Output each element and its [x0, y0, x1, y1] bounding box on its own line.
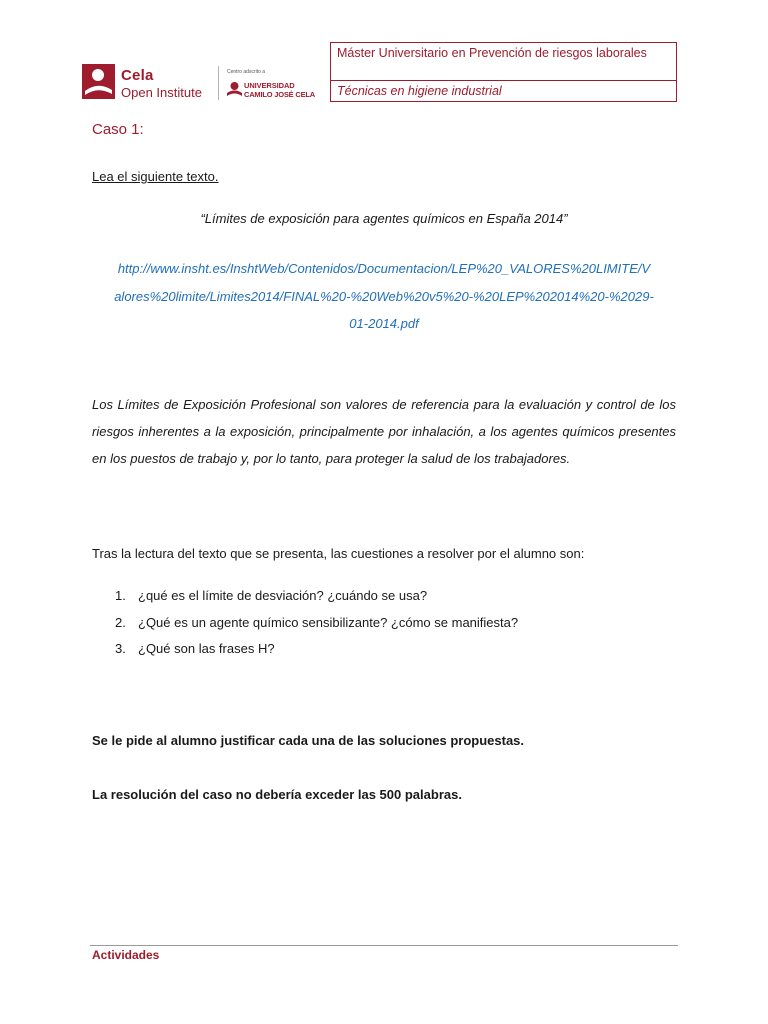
document-link-line[interactable]: http://www.insht.es/InshtWeb/Contenidos/Documentacion/LEP%20_VALORES%20LIMITE/V [117, 261, 651, 276]
questions-list [92, 588, 676, 668]
reading-instruction: Lea el siguiente texto. [92, 169, 219, 184]
logo-divider [218, 66, 219, 100]
document-link-line[interactable]: alores%20limite/Limites2014/FINAL%20-%20Web%20v5%20-%20LEP%202014%20-%2029- [114, 288, 654, 304]
ucjc-name-line2: CAMILO JOSÉ CELA [244, 90, 315, 99]
ucjc-emblem-icon [227, 81, 242, 97]
question-text: ¿Qué son las frases H? [138, 641, 275, 656]
cela-logo-icon [82, 64, 115, 99]
word-limit-note: La resolución del caso no debería exceder las 500 palabras. [92, 787, 462, 802]
question-number: 1. [115, 588, 126, 603]
question-item [92, 615, 676, 642]
intro-paragraph: Los Límites de Exposición Profesional son valores de referencia para la evaluación y control de los riesgos inherentes a la exposición, principalmente por inhalación, a los agentes químicos presentes en los puestos de trabajo y, por lo tanto, para proteger la salud de los trabajadores. [92, 397, 676, 466]
logo-subtitle: Open Institute [121, 85, 202, 100]
logo-name: Cela [121, 67, 154, 84]
justification-note: Se le pide al alumno justificar cada una de las soluciones propuestas. [92, 733, 525, 748]
footer-divider [90, 945, 678, 946]
question-number: 2. [115, 614, 126, 630]
document-link[interactable] [92, 255, 676, 338]
ucjc-name-line1: UNIVERSIDAD [244, 81, 295, 90]
course-header-box [330, 42, 677, 102]
ucjc-affiliation-text: Centro adscrito a [227, 69, 266, 75]
question-text: ¿qué es el límite de desviación? ¿cuándo se usa? [138, 588, 428, 603]
program-title: Máster Universitario en Prevención de riesgos laborales [331, 43, 676, 81]
questions-intro: Tras la lectura del texto que se presenta, las cuestiones a resolver por el alumno son: [92, 546, 585, 561]
subject-title: Técnicas en higiene industrial [337, 84, 502, 98]
document-link-line[interactable]: 01-2014.pdf [349, 316, 419, 331]
question-number: 3. [115, 641, 126, 656]
footer-label: Actividades [92, 948, 160, 962]
document-title-quote: “Límites de exposición para agentes químicos en España 2014” [200, 211, 568, 226]
institution-logo [82, 64, 332, 104]
question-item [92, 588, 676, 615]
question-text: ¿Qué es un agente químico sensibilizante? ¿cómo se manifiesta? [138, 614, 519, 630]
question-item [92, 641, 676, 668]
case-title: Caso 1: [92, 121, 144, 138]
